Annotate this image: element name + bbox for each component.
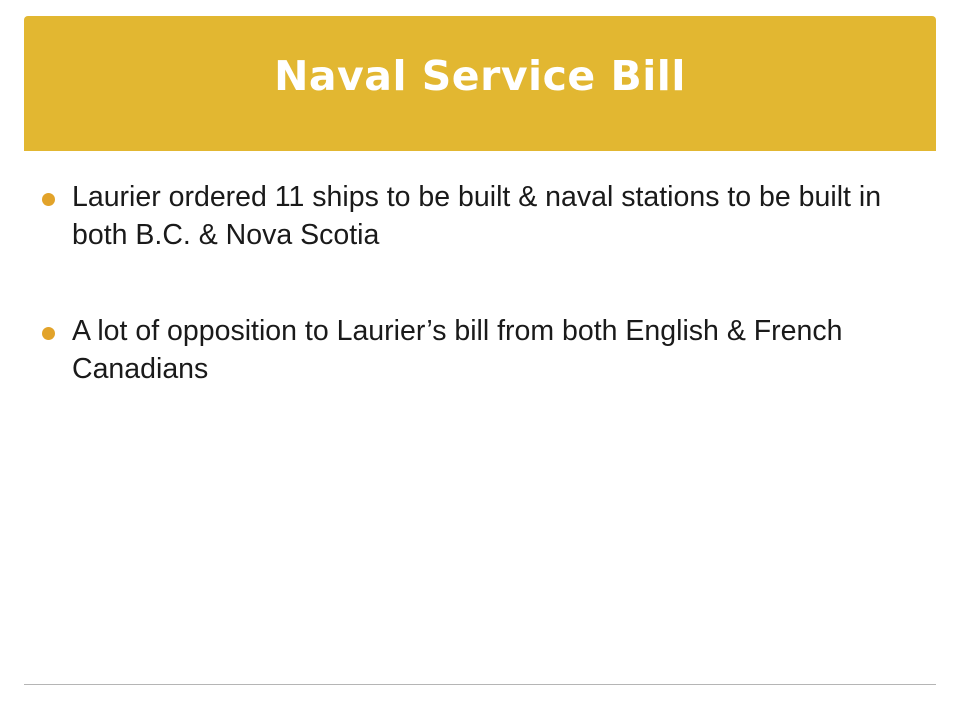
slide-title: Naval Service Bill [274,51,686,100]
footer-divider [24,684,936,685]
bullet-text: Laurier ordered 11 ships to be built & naval stations to be built in both B.C. & Nova Scotia [72,181,882,251]
bullet-dot-icon [42,193,55,206]
bullet-item [40,178,920,254]
bullet-dot-icon [42,327,55,340]
bullet-list [40,178,920,388]
slide-content [40,178,920,446]
title-bar [24,16,936,151]
bullet-item [40,312,920,388]
bullet-text: A lot of opposition to Laurier’s bill from both English & French Canadians [72,315,843,385]
